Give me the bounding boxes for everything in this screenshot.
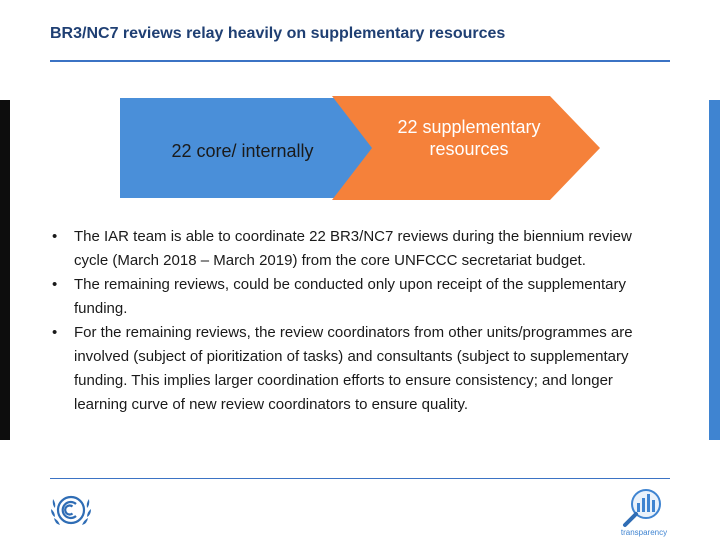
transparency-caption: transparency xyxy=(620,528,668,537)
transparency-magnifier-icon xyxy=(618,484,670,528)
footer-divider xyxy=(50,478,670,479)
list-item xyxy=(50,225,670,273)
chevron-core-label: 22 core/ internally xyxy=(171,141,314,161)
left-edge-bar xyxy=(0,100,10,440)
list-item xyxy=(50,321,670,417)
title-divider xyxy=(50,60,670,62)
unfccc-logo-icon xyxy=(47,487,95,533)
right-edge-bar xyxy=(709,100,720,440)
bullet-text: The remaining reviews, could be conducted only upon receipt of the supplementary funding. xyxy=(74,276,626,317)
bullet-list xyxy=(50,225,670,417)
slide-title: BR3/NC7 reviews relay heavily on supplementary resources xyxy=(50,25,506,42)
bullet-text: The IAR team is able to coordinate 22 BR3/NC7 reviews during the biennium review cycle (March 2018 – March 2019) from the core UNFCCC secretariat budget. xyxy=(74,228,632,269)
chevron-supplementary-label: 22 supplementary resources xyxy=(397,117,541,159)
bullet-text: For the remaining reviews, the review coordinators from other units/programmes are involved (subject of pioritization of tasks) and consultants (subject to supplementary funding. This implies larger coordination efforts to ensure consistency; and longer learning curve of new review coordinators to ensure quality. xyxy=(74,324,633,413)
list-item xyxy=(50,273,670,321)
bullet-icon: • xyxy=(52,276,58,293)
bullet-icon: • xyxy=(52,324,58,341)
bullet-icon: • xyxy=(52,228,58,245)
